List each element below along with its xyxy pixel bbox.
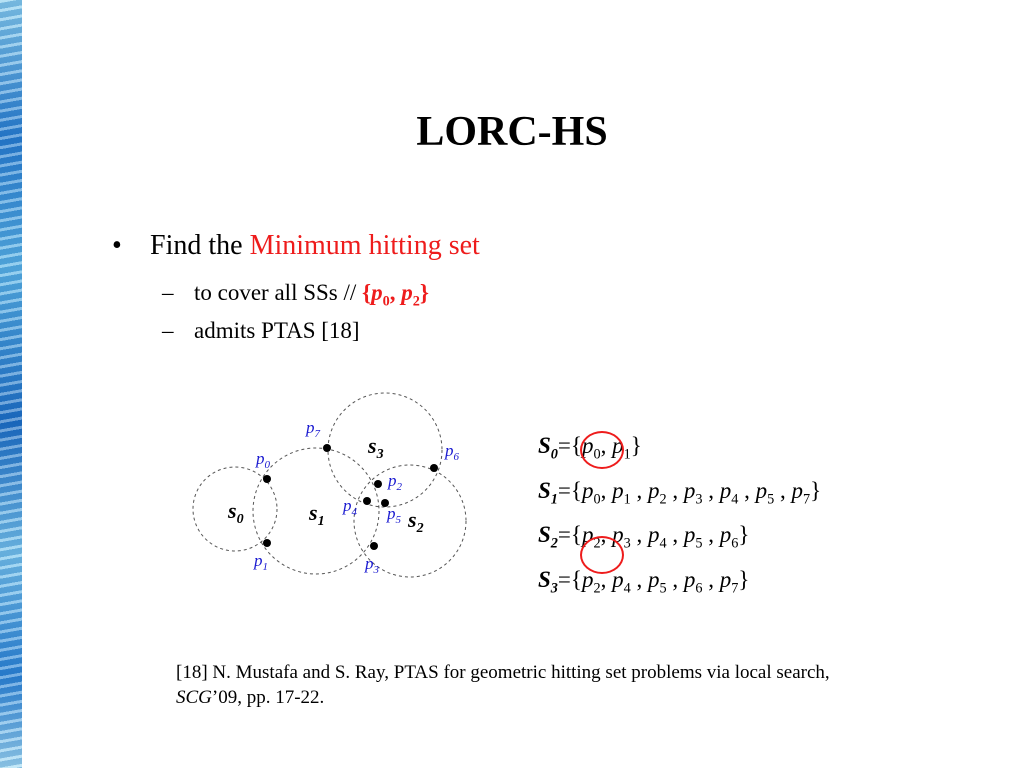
point-label-p7: $p_7$ [306,418,320,440]
main-bullet [112,230,480,262]
sub-bullet-marker: – [162,280,174,305]
set-s0: $S_0=\{p_0$, $p_1$} [538,433,642,463]
highlight-circle-p0 [580,431,624,469]
sub-bullet-ptas [162,318,360,344]
point-p3 [370,542,378,550]
highlight-circle-p2 [580,536,624,574]
point-p2 [374,480,382,488]
hitting-set-diagram [190,385,490,585]
reference-tail: ’09, pp. 17-22. [211,687,325,708]
point-label-p6: $p_6$ [445,441,459,463]
point-p1 [263,539,271,547]
set-label-s2: $s_2$ [408,507,424,536]
point-p7 [323,444,331,452]
point-p0 [263,475,271,483]
point-label-p4: $p_4$ [343,496,357,518]
point-label-p2: $p_2$ [388,471,402,493]
set-label-s1: $s_1$ [309,500,325,529]
reference-venue: SCG [176,687,212,708]
bullet-text: Find the [150,230,250,261]
point-label-p5: $p_5$ [387,504,401,526]
set-label-s3: $s_3$ [368,433,384,462]
hitting-set-answer: {$p_0$, $p_2$} [362,280,429,310]
point-label-p3: $p_3$ [365,554,379,576]
reference-note [176,660,986,710]
point-label-p0: $p_0$ [256,449,270,471]
set-s3: $S_3=\{p_2$, $p_4$ , $p_5$ , $p_6$ , $p_7$} [538,566,750,597]
sub-bullet-marker: – [162,318,174,343]
sub-bullet-text: admits PTAS [18] [194,318,360,343]
set-label-s0: $s_0$ [228,498,244,527]
set-s1: $S_1=\{p_0$, $p_1$ , $p_2$ , $p_3$ , $p_4$ , $p_5$ , $p_7$} [538,477,822,508]
set-circle-s3 [328,393,442,507]
sub-bullet-text: to cover all SSs // [194,280,363,305]
sub-bullet-cover [162,280,429,311]
point-label-p1: $p_1$ [254,551,268,573]
bullet-highlight: Minimum hitting set [249,230,480,261]
point-p6 [430,464,438,472]
reference-text: [18] N. Mustafa and S. Ray, PTAS for geometric hitting set problems via local search, [176,662,830,683]
bullet-marker: • [112,230,122,261]
point-p4 [363,497,371,505]
set-s2: $S_2=\{p_2$, $p_3$ , $p_4$ , $p_5$ , $p_6$} [538,522,750,552]
slide-title: LORC-HS [416,109,608,155]
